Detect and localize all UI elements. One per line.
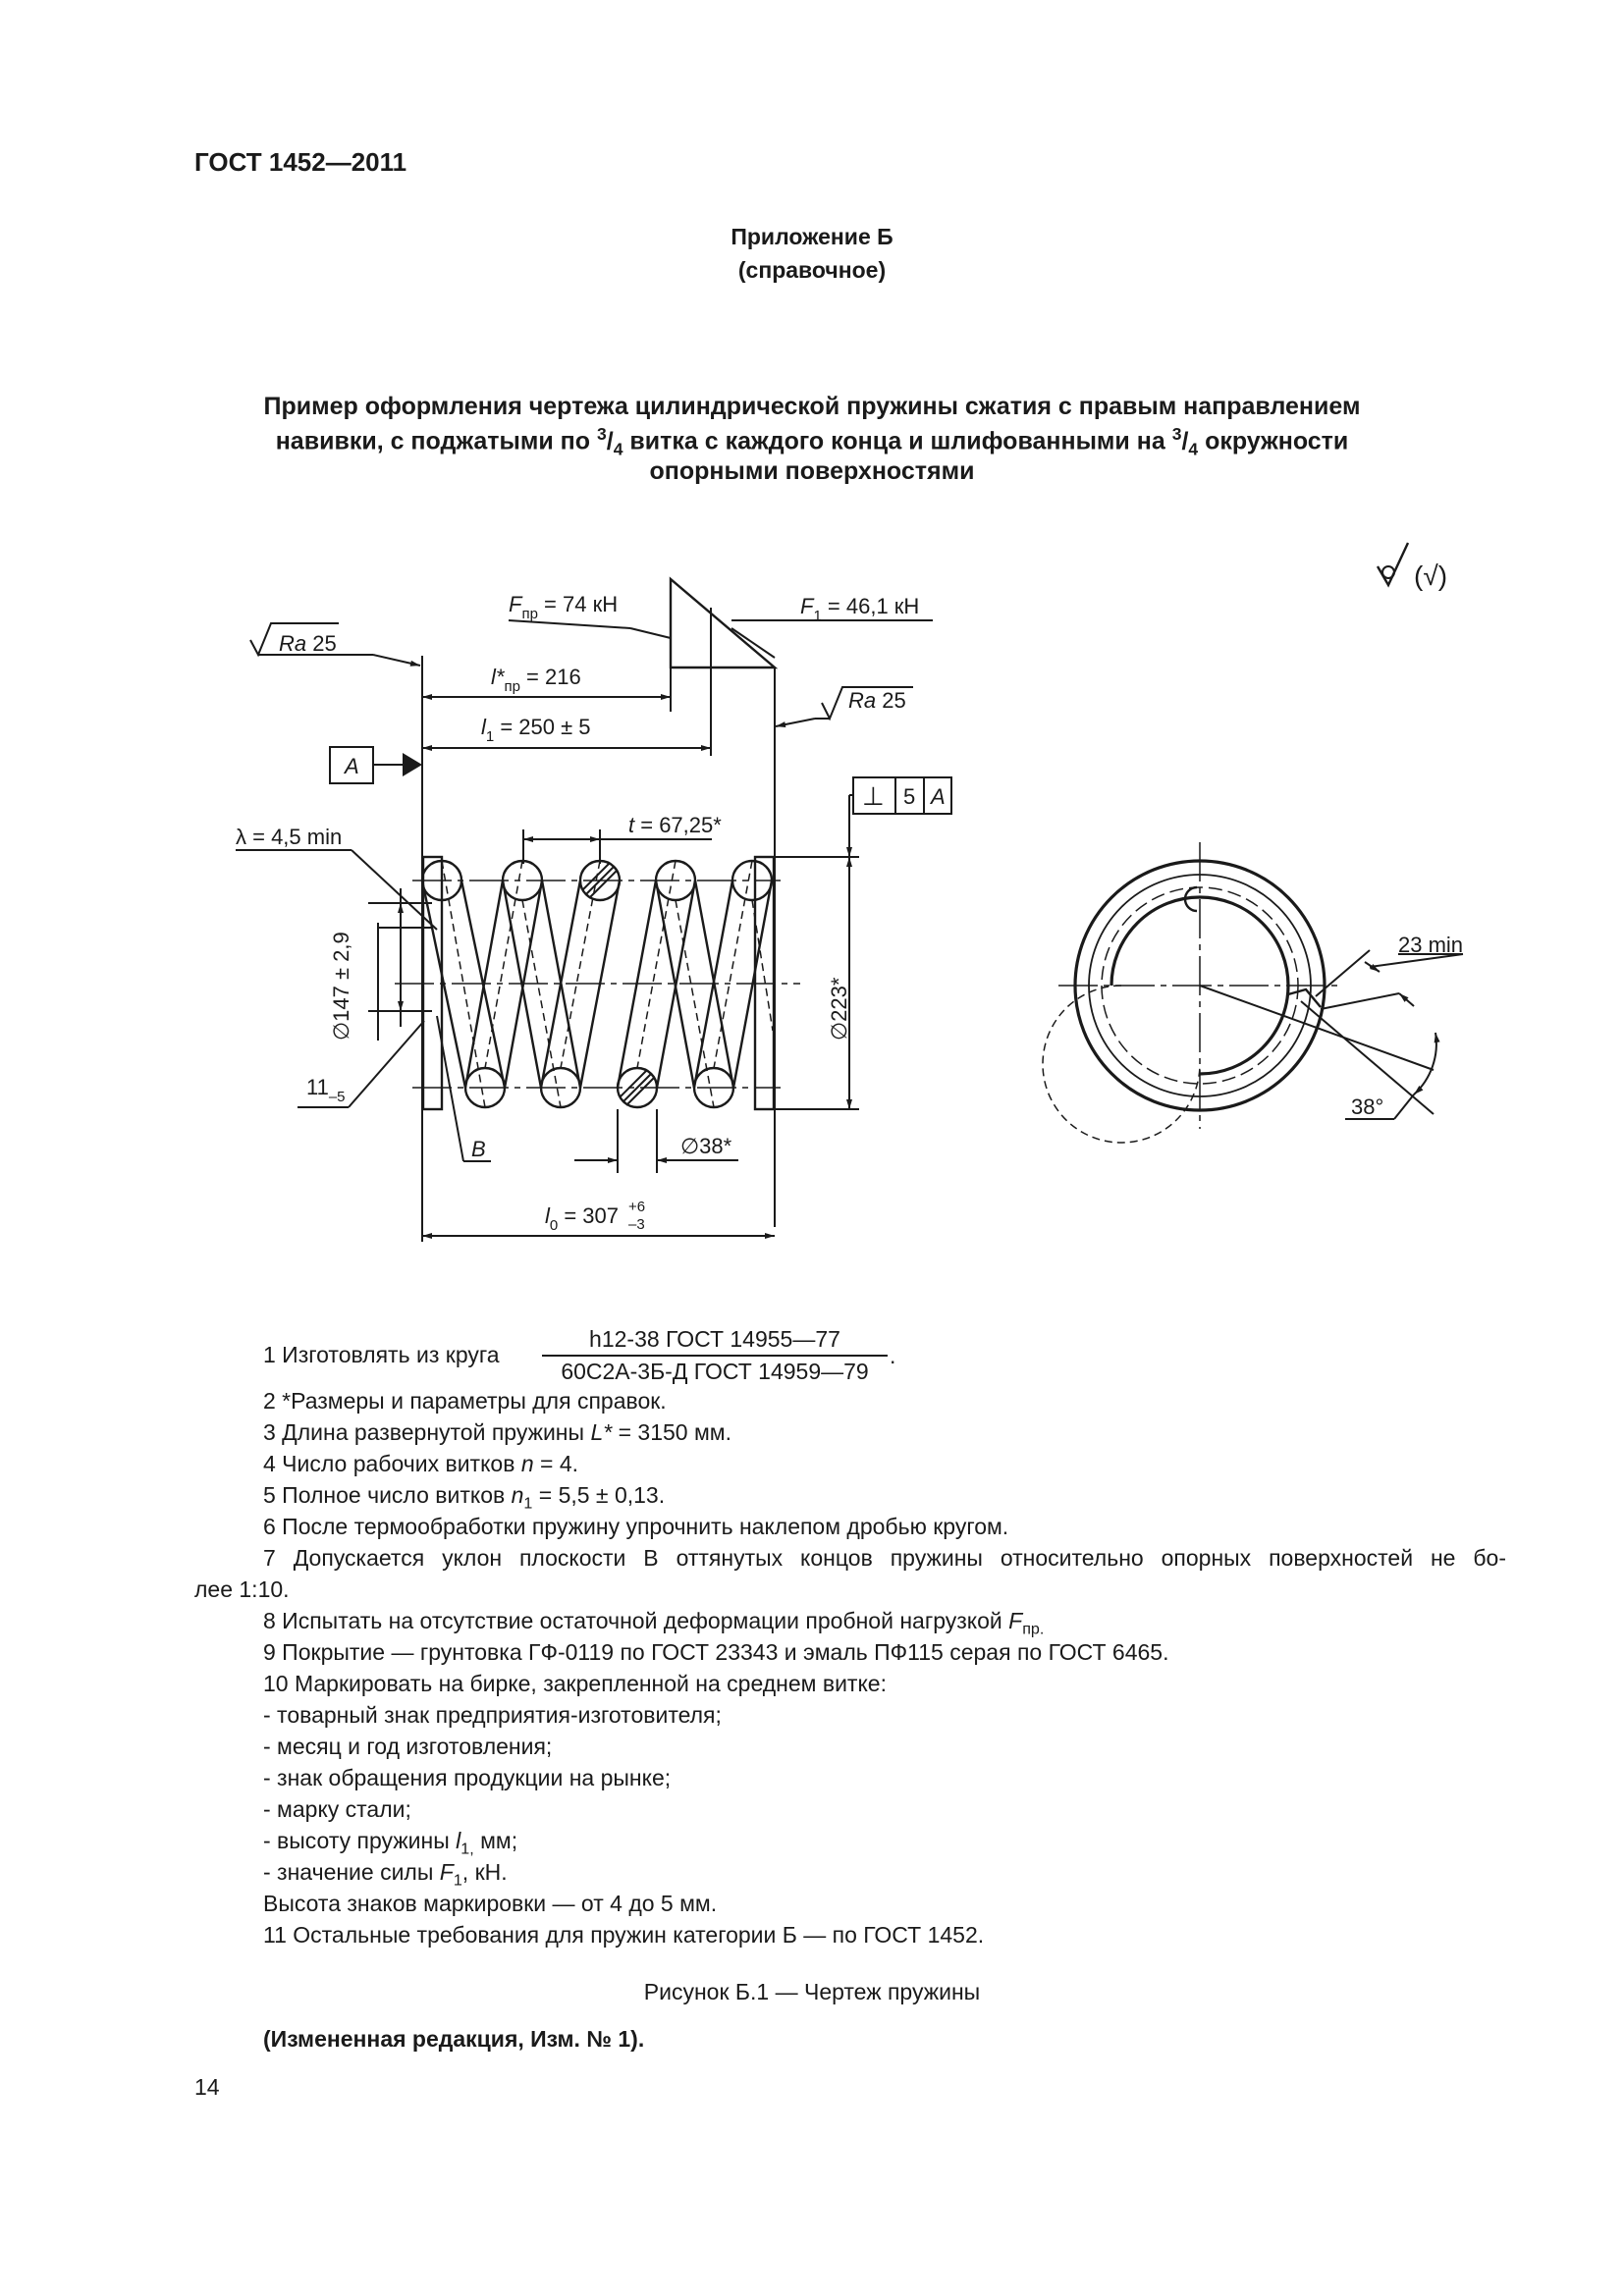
b-label: B [471, 1137, 486, 1161]
roughness-left [250, 623, 420, 666]
bullet-1: - товарный знак предприятия-изготовителя; [263, 1702, 722, 1728]
bullet-2: - месяц и год изготовления; [263, 1734, 553, 1759]
note-sub: 1, [460, 1840, 474, 1858]
note-1: 1 Изготовлять из круга [263, 1342, 500, 1367]
f1-sub: 1 [813, 608, 822, 624]
ra-left-label [279, 631, 337, 656]
note-6: 6 После термообработки пружину упрочнить наклепом дробью кругом. [263, 1514, 1009, 1539]
note-text: = 4. [533, 1451, 579, 1476]
annex-title: Приложение Б [731, 224, 893, 249]
note-text: , кН. [461, 1859, 508, 1885]
l0-sym: l [545, 1203, 550, 1228]
perp-tolerance: 5 [903, 784, 916, 809]
lambda-label: λ = 4,5 min [236, 825, 343, 849]
title-text: окружности [1205, 427, 1349, 455]
title-text: витка с каждого конца и шлифованными на [629, 427, 1172, 455]
note-text: 4 Число рабочих витков [263, 1451, 521, 1476]
frac-den: 4 [1188, 439, 1199, 459]
l0-lower-tol: –3 [628, 1216, 645, 1233]
l1-val: = 250 ± 5 [494, 715, 591, 739]
ra-right-val: 25 [876, 688, 906, 713]
ra-right-label [848, 688, 906, 713]
note-sym: l [456, 1828, 461, 1853]
frac-num: 3 [1171, 424, 1182, 444]
figure-caption: Рисунок Б.1 — Чертеж пружины [643, 1979, 981, 2004]
note-7-cont: лее 1:10. [194, 1576, 290, 1602]
l1-sym: l [481, 715, 486, 739]
l-pr-val: = 216 [519, 665, 581, 689]
note-text: 8 Испытать на отсутствие остаточной деформации пробной нагрузкой [263, 1608, 1009, 1633]
standard-header: ГОСТ 1452—2011 [194, 147, 407, 177]
bullet-4: - марку стали; [263, 1796, 411, 1822]
note-sym: n [511, 1482, 524, 1508]
f-pr-label [509, 592, 618, 622]
ra-left-sym: Ra [279, 631, 307, 656]
f-pr-val: = 74 кН [537, 592, 619, 616]
f-pr-sub: пр [521, 606, 538, 622]
inner-diameter-label: ∅147 ± 2,9 [329, 932, 353, 1041]
ra-left-val: 25 [306, 631, 337, 656]
note-4 [263, 1448, 578, 1479]
l0-upper-tol: +6 [628, 1199, 646, 1215]
l0-val: = 307 [558, 1203, 620, 1228]
note-10: 10 Маркировать на бирке, закрепленной на среднем витке: [263, 1671, 887, 1696]
l1-sub: 1 [485, 728, 495, 745]
page-number: 14 [194, 2074, 220, 2100]
l0-label [545, 1203, 619, 1234]
pitch-sym: t [628, 813, 635, 837]
l1-label [481, 715, 591, 745]
note-sym: n [520, 1451, 534, 1476]
spring-drawing [0, 530, 1624, 1256]
note-sym: F [439, 1859, 454, 1885]
l-pr-sym: l* [491, 665, 505, 689]
note-text: = 3150 мм. [612, 1419, 731, 1445]
ra-right-sym: Ra [848, 688, 877, 713]
note-1-denominator: 60С2А-3Б-Д ГОСТ 14959—79 [561, 1359, 869, 1384]
note-text: 3 Длина развернутой пружины [263, 1419, 591, 1445]
note-1-numerator: h12-38 ГОСТ 14955—77 [589, 1326, 840, 1352]
spring-body [395, 857, 800, 1109]
note-text: - значение силы [263, 1859, 440, 1885]
datum-a-label: A [345, 754, 359, 778]
end-thick-val: 11 [306, 1075, 329, 1099]
f1-val: = 46,1 кН [821, 594, 920, 618]
pitch-val: = 67,25* [634, 813, 722, 837]
note-sub: 1 [453, 1871, 462, 1890]
f1-sym: F [800, 594, 814, 618]
l-pr-sub: пр [504, 678, 520, 695]
note-sym: F [1008, 1608, 1023, 1633]
roughness-general-icon [1378, 543, 1447, 591]
amendment-note: (Измененная редакция, Изм. № 1). [263, 2026, 645, 2052]
annex-status: (справочное) [737, 257, 887, 283]
note-text: мм; [473, 1828, 518, 1853]
frac-num: 3 [597, 424, 607, 444]
title-text: навивки, с поджатыми по [275, 427, 597, 455]
angle-38-label: 38° [1351, 1095, 1384, 1119]
roughness-right [776, 687, 913, 726]
note-text: = 5,5 ± 0,13. [532, 1482, 666, 1508]
note-sub: пр. [1022, 1620, 1045, 1638]
note-sym: L* [590, 1419, 613, 1445]
note-1-end: . [890, 1343, 896, 1368]
end-thick-tol: –5 [328, 1089, 346, 1105]
note-7: 7 Допускается уклон плоскости В оттянутых концов пружины относительно опорных поверхностей не бо- [263, 1545, 1506, 1571]
roughness-note: (√) [1414, 561, 1448, 591]
l-pr-label [491, 665, 581, 695]
note-3 [263, 1416, 731, 1448]
perpendicularity-icon: ⊥ [862, 781, 885, 811]
note-text: - высоту пружины [263, 1828, 457, 1853]
outer-diameter-label: ∅223* [827, 977, 851, 1041]
bullet-3: - знак обращения продукции на рынке; [263, 1765, 672, 1790]
note-2: 2 *Размеры и параметры для справок. [263, 1388, 667, 1414]
figure-title-line-3: опорными поверхностями [649, 457, 975, 485]
pitch-label [628, 813, 722, 837]
figure-title-line-1: Пример оформления чертежа цилиндрической пружины сжатия с правым направлением [263, 393, 1361, 420]
spring-end-view [1043, 842, 1463, 1143]
wire-diameter-label: ∅38* [680, 1134, 732, 1158]
end-thickness-label [306, 1075, 346, 1105]
f-pr-sym: F [509, 592, 522, 616]
l0-sub: 0 [549, 1217, 559, 1234]
perp-datum: A [931, 784, 946, 809]
figure-title-line-2: навивки, с поджатыми по $^3/_4$ витка с каждого конца и шлифованными на $^3/_4$ окружности [275, 424, 1349, 459]
note-11: 11 Остальные требования для пружин категории Б — по ГОСТ 1452. [263, 1922, 985, 1948]
note-9: 9 Покрытие — грунтовка ГФ-0119 по ГОСТ 23343 и эмаль ПФ115 серая по ГОСТ 6465. [263, 1639, 1169, 1665]
marking-height: Высота знаков маркировки — от 4 до 5 мм. [263, 1891, 718, 1916]
min-23-label: 23 min [1398, 933, 1464, 957]
note-sub: 1 [523, 1494, 533, 1513]
note-text: 5 Полное число витков [263, 1482, 512, 1508]
frac-den: 4 [613, 439, 623, 459]
